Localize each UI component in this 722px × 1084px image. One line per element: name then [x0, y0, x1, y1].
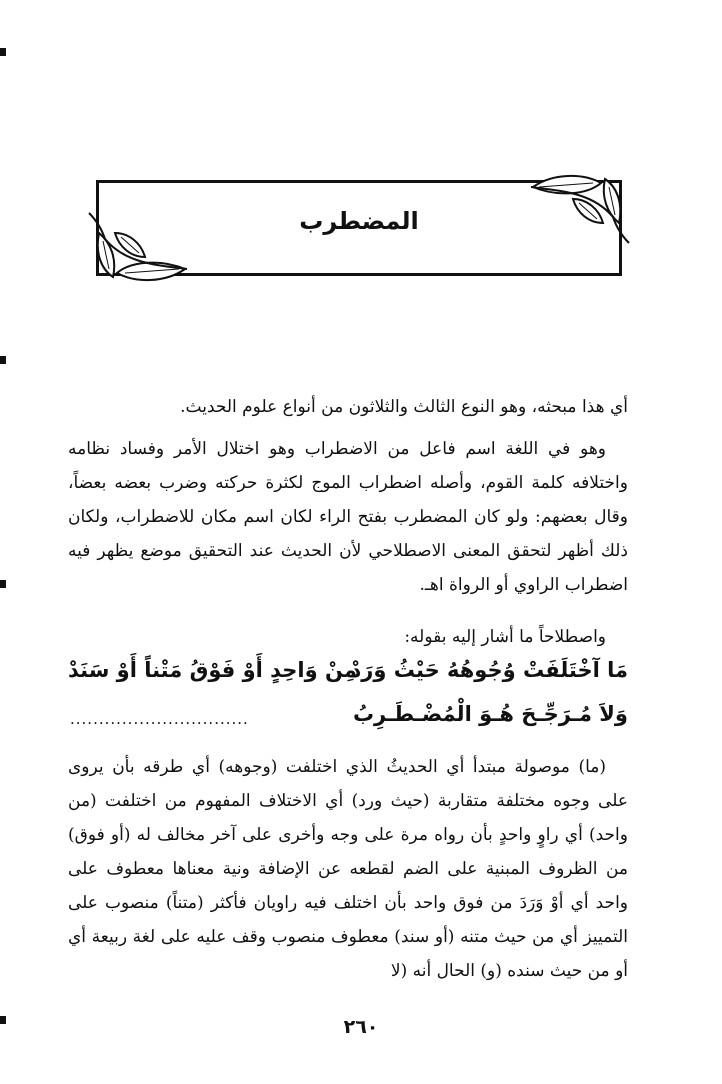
page-number: ٢٦٠ [343, 1016, 379, 1038]
verse-line-1-second-hemistich: مِنْ وَاحِدٍ أَوْ فَوْقُ مَتْناً أَوْ سَنَدْ [68, 658, 357, 682]
paragraph-commentary [68, 750, 628, 988]
edge-mark-top [0, 48, 6, 56]
verse-line-2-first-hemistich: وَلاَ مُـرَجِّـحَ هُـوَ الْمُضْـطَـرِبُ [352, 702, 628, 726]
paragraph-technical-definition-intro [68, 620, 628, 654]
paragraph-linguistic-definition [68, 432, 628, 602]
chapter-title-frame [96, 180, 622, 276]
chapter-title: المضطرب [299, 207, 419, 235]
paragraph-intro [68, 390, 628, 424]
paragraph-text: واصطلاحاً ما أشار إليه بقوله: [404, 627, 606, 647]
verse-line-1-first-hemistich: مَا آخْتَلَفَتْ وُجُوهُهُ حَيْثُ وَرَدْ [350, 658, 628, 682]
verse-line-2-dotted-placeholder: ............................... [70, 710, 249, 728]
edge-mark-lower [0, 580, 6, 588]
edge-mark-middle [0, 356, 6, 364]
paragraph-text: (ما) موصولة مبتدأ أي الحديثُ الذي اختلفت (وجوهه) أي طرقه بأن يروى على وجوه مختلفة متقاربة (حيث ورد) أي الاختلاف المفهوم من اختلفت (من واحد) أي راوٍ واحدٍ بأن رواه مرة على وجه وأخرى على آخر مخالف له (أو فوق) من الظروف المبنية على الضم لقطعه عن الإضافة ونية معناها معطوف على واحد أي أوْ وَرَدَ من فوق واحد بأن اختلف فيه راويان فأكثر (متناً) منصوب على التمييز أي من حيث متنه (أو سند) معطوف منصوب وقف عليه على لغة ربيعة أي أو من حيث سنده (و) الحال أنه (لا [68, 757, 628, 981]
paragraph-text: وهو في اللغة اسم فاعل من الاضطراب وهو اختلال الأمر وفساد نظامه واختلافه كلمة القوم، وأصله اضطراب الموج لكثرة حركته وضرب بعضه بعضاً، وقال بعضهم: ولو كان المضطرب بفتح الراء لكان اسم مكان للاضطراب، ولكان ذلك أظهر لتحقق المعنى الاصطلاحي لأن الحديث عند التحقيق موضع يظهر فيه اضطراب الراوي أو الرواة اهـ. [68, 439, 628, 595]
paragraph-text: أي هذا مبحثه، وهو النوع الثالث والثلاثون من أنواع علوم الحديث. [180, 397, 628, 417]
poem-verse [68, 658, 628, 748]
